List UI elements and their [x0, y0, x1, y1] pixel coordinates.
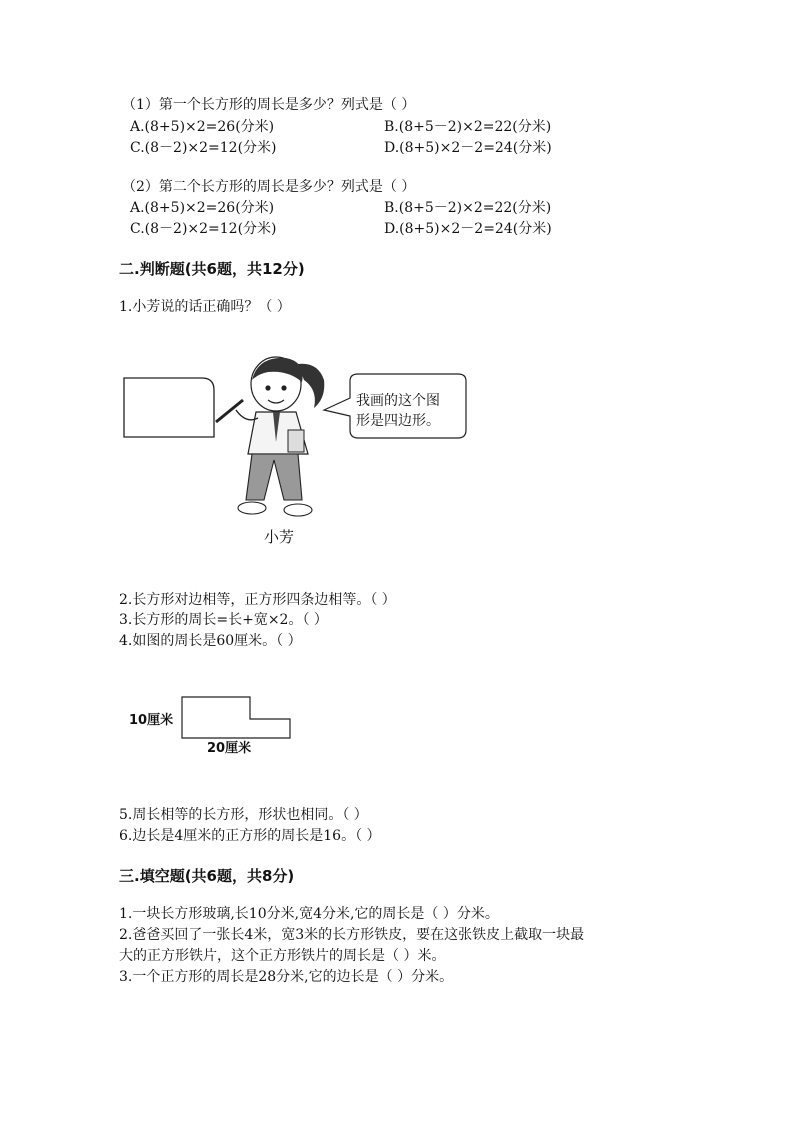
- book-icon: [288, 430, 304, 452]
- left-length-label: 10厘米: [129, 713, 174, 728]
- question-2-option-b: B.(8+5－2)×2=22(分米): [384, 200, 552, 216]
- judge-item-5: 5.周长相等的长方形，形状也相同。（ ）: [119, 807, 368, 823]
- question-1-option-d: D.(8+5)×2－2=24(分米): [384, 140, 552, 156]
- speech-bubble-line-1: 我画的这个图: [356, 393, 440, 409]
- judge-item-1: 1.小芳说的话正确吗？（ ）: [119, 299, 291, 315]
- fill-item-3: 3.一个正方形的周长是28分米,它的边长是（ ）分米。: [119, 969, 454, 985]
- section-3-heading: 三.填空题(共6题，共8分): [119, 867, 295, 885]
- fill-item-2-line-2: 大的正方形铁片，这个正方形铁片的周长是（ ）米。: [119, 948, 446, 964]
- judge-item-3: 3.长方形的周长=长+宽×2。（ ）: [119, 612, 328, 628]
- figure-caption-name: 小芳: [264, 528, 295, 546]
- question-2-option-a: A.(8+5)×2=26(分米): [130, 200, 275, 216]
- judge-item-2: 2.长方形对边相等，正方形四条边相等。（ ）: [119, 592, 396, 608]
- stepped-shape: [182, 697, 290, 738]
- fill-item-2-line-1: 2.爸爸买回了一张长4米，宽3米的长方形铁皮，要在这张铁皮上截取一块最: [119, 927, 585, 943]
- drawn-quadrilateral: [124, 378, 214, 437]
- judge-item-6: 6.边长是4厘米的正方形的周长是16。（ ）: [119, 828, 381, 844]
- stepped-shape-figure: [180, 694, 295, 744]
- xiaofang-figure: [118, 350, 478, 530]
- judge-item-4: 4.如图的周长是60厘米。（ ）: [119, 633, 302, 649]
- question-2-option-c: C.(8－2)×2=12(分米): [130, 221, 277, 237]
- fill-item-1: 1.一块长方形玻璃,长10分米,宽4分米,它的周长是（ ）分米。: [119, 906, 499, 922]
- pen-icon: [216, 400, 243, 422]
- question-1-stem: （1）第一个长方形的周长是多少？列式是（ ）: [122, 97, 416, 113]
- question-1-option-c: C.(8－2)×2=12(分米): [130, 140, 277, 156]
- girl-legs-icon: [246, 454, 302, 500]
- speech-bubble-line-2: 形是四边形。: [356, 413, 440, 429]
- question-1-option-b: B.(8+5－2)×2=22(分米): [384, 119, 552, 135]
- bottom-length-label: 20厘米: [207, 741, 252, 756]
- question-2-stem: （2）第二个长方形的周长是多少？列式是（ ）: [122, 179, 416, 195]
- section-2-heading: 二.判断题(共6题，共12分): [119, 260, 305, 278]
- question-1-option-a: A.(8+5)×2=26(分米): [130, 119, 275, 135]
- question-2-option-d: D.(8+5)×2－2=24(分米): [384, 221, 552, 237]
